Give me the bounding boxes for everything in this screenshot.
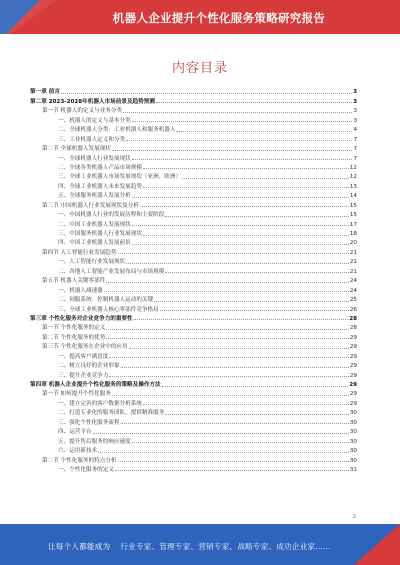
toc-entry-label: 二、伺服系统：控制机器人运动的关键 [58, 297, 154, 304]
dot-leader [140, 205, 349, 207]
toc-entry-page: 30 [349, 438, 357, 445]
footer-item: 成功企业家…… [276, 542, 331, 551]
toc-entry-page: 31 [349, 466, 357, 473]
dot-leader [132, 441, 349, 443]
toc-entry-page: 21 [349, 249, 357, 256]
toc-entry[interactable] [30, 237, 357, 246]
dot-leader [118, 252, 349, 254]
toc-entry-page: 12 [349, 174, 357, 181]
footer-slogan: 让每个人都能成为 行业专家、管理专家、营销专家、战略专家、成功企业家…… [48, 542, 331, 551]
toc-entry[interactable] [30, 331, 357, 340]
toc-entry-page: 29 [349, 334, 357, 341]
toc-entry-label: 三、工业机器人定义和分类 [58, 136, 126, 143]
toc-entry-page: 30 [349, 429, 357, 436]
toc-entry-page: 30 [349, 410, 357, 417]
toc-entry[interactable] [30, 303, 357, 312]
toc-entry[interactable] [30, 275, 357, 284]
toc-entry-label: 第一节 个性化服务的定义 [42, 325, 106, 332]
toc-entry-page: 7 [353, 136, 357, 143]
toc-entry-page: 18 [349, 231, 357, 237]
dot-leader [156, 101, 352, 103]
header-banner [0, 0, 400, 34]
toc-entry-page: 4 [353, 127, 357, 134]
toc-entry-page: 29 [349, 382, 357, 388]
toc-entry[interactable] [30, 256, 357, 265]
toc-entry-page: 12 [349, 164, 357, 171]
toc-entry-label: 二、树立良好的企业形象 [58, 363, 120, 370]
toc-entry[interactable] [30, 435, 357, 444]
toc-entry-label: 一、全球机器人行业发展现状 [58, 155, 131, 162]
toc-entry-page: 17 [349, 221, 357, 228]
toc-entry-label: 第三节 个性化服务在企业中的应用 [42, 344, 128, 351]
toc-entry-label: 四、中国工业机器人发展前景 [58, 240, 131, 247]
dot-leader [132, 120, 353, 122]
footer-item: 管理专家 [159, 542, 191, 551]
toc-entry-label: 第二节 全球机器人发展现状 [42, 146, 111, 153]
toc-entry[interactable] [30, 95, 357, 104]
toc-entry-label: 一、机器人减速器 [58, 287, 103, 294]
toc-entry[interactable] [30, 228, 357, 237]
toc-entry[interactable] [30, 407, 357, 416]
toc-entry-page: 30 [349, 419, 357, 426]
toc-entry-label: 四、全球工业机器人未来发展趋势 [58, 183, 142, 190]
toc-entry-page: 3 [353, 89, 357, 96]
dot-leader [182, 177, 349, 179]
toc-entry[interactable] [30, 86, 357, 95]
dot-leader [160, 309, 349, 311]
toc-entry-label: 一、机器人的定义与基本分类 [58, 117, 131, 124]
toc-entry-label: 二、全球机器人分类：工业机器人和服务机器人 [58, 127, 176, 134]
dot-leader [143, 234, 349, 236]
toc-entry-label: 二、中国工业机器人发展现状 [58, 221, 131, 228]
toc-entry-page: 30 [349, 448, 357, 455]
toc-entry[interactable] [30, 124, 357, 133]
toc-entry-label: 三、中国服务机器人行业发展现状 [58, 231, 142, 237]
toc-entry-page: 25 [349, 297, 357, 304]
toc-entry[interactable] [30, 265, 357, 274]
dot-leader [162, 385, 349, 387]
toc-entry-page: 29 [349, 353, 357, 360]
dot-leader [109, 375, 349, 377]
toc-entry-page: 28 [349, 325, 357, 332]
dot-leader [118, 460, 349, 462]
toc-entry-label: 一、提高客户满意度 [58, 353, 109, 360]
toc-entry-page: 29 [349, 400, 357, 407]
toc-entry[interactable] [30, 199, 357, 208]
toc-entry-label: 第一节 机器人的定义与业务分类 [42, 108, 123, 115]
dot-leader [106, 337, 349, 339]
toc-entry[interactable] [30, 180, 357, 189]
toc-entry-page: 15 [349, 202, 357, 209]
toc-entry[interactable] [30, 105, 357, 114]
toc-entry-page: 7 [353, 146, 357, 153]
toc-entry-label: 二、全球各类机器人产品市场规模 [58, 164, 142, 171]
dot-leader [61, 92, 352, 94]
report-title: 机器人企业提升个性化服务策略研究报告 [112, 11, 326, 25]
dot-leader [112, 394, 349, 396]
toc-entry-page: 15 [349, 212, 357, 219]
dot-leader [165, 413, 349, 415]
toc-entry-label: 三、全球工业机器人市场发展现状（亚洲、欧洲） [58, 174, 182, 181]
toc-entry-label: 五、全球服务机器人发展分析 [58, 193, 131, 200]
toc-entry-page: 24 [349, 287, 357, 294]
toc-entry[interactable] [30, 454, 357, 463]
toc-entry[interactable] [30, 190, 357, 199]
toc-entry-label: 三、提升企业竞争力 [58, 372, 109, 379]
dot-leader [132, 158, 353, 160]
toc-entry-label: 一、人工智能行业发展现状 [58, 259, 126, 266]
toc-entry[interactable] [30, 171, 357, 180]
toc-entry[interactable] [30, 350, 357, 359]
dot-leader [165, 271, 349, 273]
toc-entry[interactable] [30, 133, 357, 142]
footer-lead: 让每个人都能成为 [48, 542, 111, 551]
toc-entry-page: 3 [353, 117, 357, 124]
toc-entry[interactable] [30, 426, 357, 435]
toc-entry-label: 一、个性化服务的定义 [58, 466, 114, 473]
dot-leader [106, 281, 349, 283]
footer-item: 战略专家 [237, 542, 269, 551]
toc-entry-page: 30 [349, 457, 357, 464]
dot-leader [134, 318, 349, 320]
toc-entry-page: 21 [349, 268, 357, 275]
dot-leader [132, 196, 349, 198]
dot-leader [123, 111, 352, 113]
footer-item: 营销专家 [198, 542, 230, 551]
toc-entry[interactable] [30, 143, 357, 152]
toc-entry[interactable] [30, 246, 357, 255]
footer-decoration [354, 524, 400, 565]
toc-entry-page: 29 [349, 344, 357, 351]
toc-entry[interactable] [30, 388, 357, 397]
dot-leader [98, 451, 349, 453]
toc-entry-page: 13 [349, 183, 357, 190]
toc-entry-page: 14 [349, 193, 357, 200]
toc-entry[interactable] [30, 360, 357, 369]
toc-entry[interactable] [30, 464, 357, 473]
dot-leader [109, 356, 349, 358]
toc-entry[interactable] [30, 114, 357, 123]
toc-entry-label: 第二节 个性化服务的优势 [42, 334, 106, 341]
dot-leader [93, 432, 349, 434]
toc-entry[interactable] [30, 341, 357, 350]
toc-entry[interactable] [30, 379, 357, 388]
dot-leader [154, 300, 349, 302]
toc-entry-label: 第五节 机器人关键零部件 [42, 278, 106, 285]
toc-entry[interactable] [30, 313, 357, 322]
toc-entry-label: 二、各地人工智能产业发展布局与市场规模 [58, 268, 165, 275]
toc-entry-label: 二、打造专业化的服务团队，提供精准服务 [58, 410, 165, 417]
toc-entry-label: 四、运营平台 [58, 429, 92, 436]
toc-entry[interactable] [30, 416, 357, 425]
footer-item: 行业专家 [120, 542, 152, 551]
toc-entry[interactable] [30, 294, 357, 303]
dot-leader [143, 403, 349, 405]
dot-leader [129, 347, 349, 349]
toc-entry[interactable] [30, 445, 357, 454]
toc-entry-page: 24 [349, 278, 357, 285]
toc-entry-page: 3 [353, 98, 357, 105]
footer-banner [0, 524, 400, 565]
toc-entry-label: 第三章 个性化服务对企业竞争力的重要性 [30, 315, 133, 322]
toc-entry-label: 一、建立完善的客户数据分析系统 [58, 400, 142, 407]
toc-entry-label: 一、中国机器人行业的发展历程和主要阶段 [58, 212, 165, 219]
toc-entry-label: 三、全球工业机器人核心零部件竞争格局 [58, 306, 159, 313]
dot-leader [106, 328, 349, 330]
dot-leader [121, 366, 349, 368]
toc-title: 内容目录 [171, 61, 228, 76]
toc-entry-page: 20 [349, 240, 357, 247]
toc-entry-label: 第四章 机器人企业提升个性化服务的策略及操作方法 [30, 382, 161, 388]
toc-entry-label: 第一章 前言 [30, 89, 60, 96]
dot-leader [132, 224, 349, 226]
toc-entry-page: 7 [353, 155, 357, 162]
dot-leader [143, 186, 349, 188]
toc-entry-page: 28 [349, 315, 357, 322]
toc-entry-page: 21 [349, 259, 357, 266]
toc-entry-label: 第三节 中国机器人行业发展现状及分析 [42, 202, 139, 209]
toc-entry-page: 29 [349, 363, 357, 370]
toc-entry-label: 第一节 如何提升个性化服务 [42, 391, 111, 398]
dot-leader [112, 149, 353, 151]
dot-leader [104, 290, 349, 292]
toc-entry[interactable] [30, 322, 357, 331]
toc-entry-label: 五、提升售后服务的响应速度 [58, 438, 131, 445]
page-number: 2 [352, 514, 356, 520]
dot-leader [121, 422, 349, 424]
toc-entry[interactable] [30, 397, 357, 406]
toc-entry-page: 29 [349, 372, 357, 379]
dot-leader [165, 215, 349, 217]
table-of-contents [30, 86, 357, 473]
toc-entry-label: 第四节 人工智能行业发展趋势 [42, 249, 117, 256]
toc-entry-label: 六、运用新技术 [58, 448, 98, 455]
toc-entry[interactable] [30, 369, 357, 378]
toc-entry[interactable] [30, 209, 357, 218]
toc-entry-label: 三、强化个性化服务流程 [58, 419, 120, 426]
dot-leader [126, 262, 349, 264]
dot-leader [176, 130, 352, 132]
toc-entry-label: 第二章 2023-2028年机器人市场前景及趋势预测 [30, 98, 155, 105]
toc-entry-label: 第二节 个性化服务的特点分析 [42, 457, 117, 464]
toc-entry[interactable] [30, 162, 357, 171]
toc-entry-page: 3 [353, 108, 357, 115]
toc-entry-page: 26 [349, 306, 357, 313]
toc-entry[interactable] [30, 152, 357, 161]
toc-entry[interactable] [30, 218, 357, 227]
dot-leader [132, 243, 349, 245]
toc-entry[interactable] [30, 284, 357, 293]
dot-leader [126, 139, 352, 141]
dot-leader [115, 469, 349, 471]
toc-entry-page: 29 [349, 391, 357, 398]
dot-leader [143, 167, 349, 169]
